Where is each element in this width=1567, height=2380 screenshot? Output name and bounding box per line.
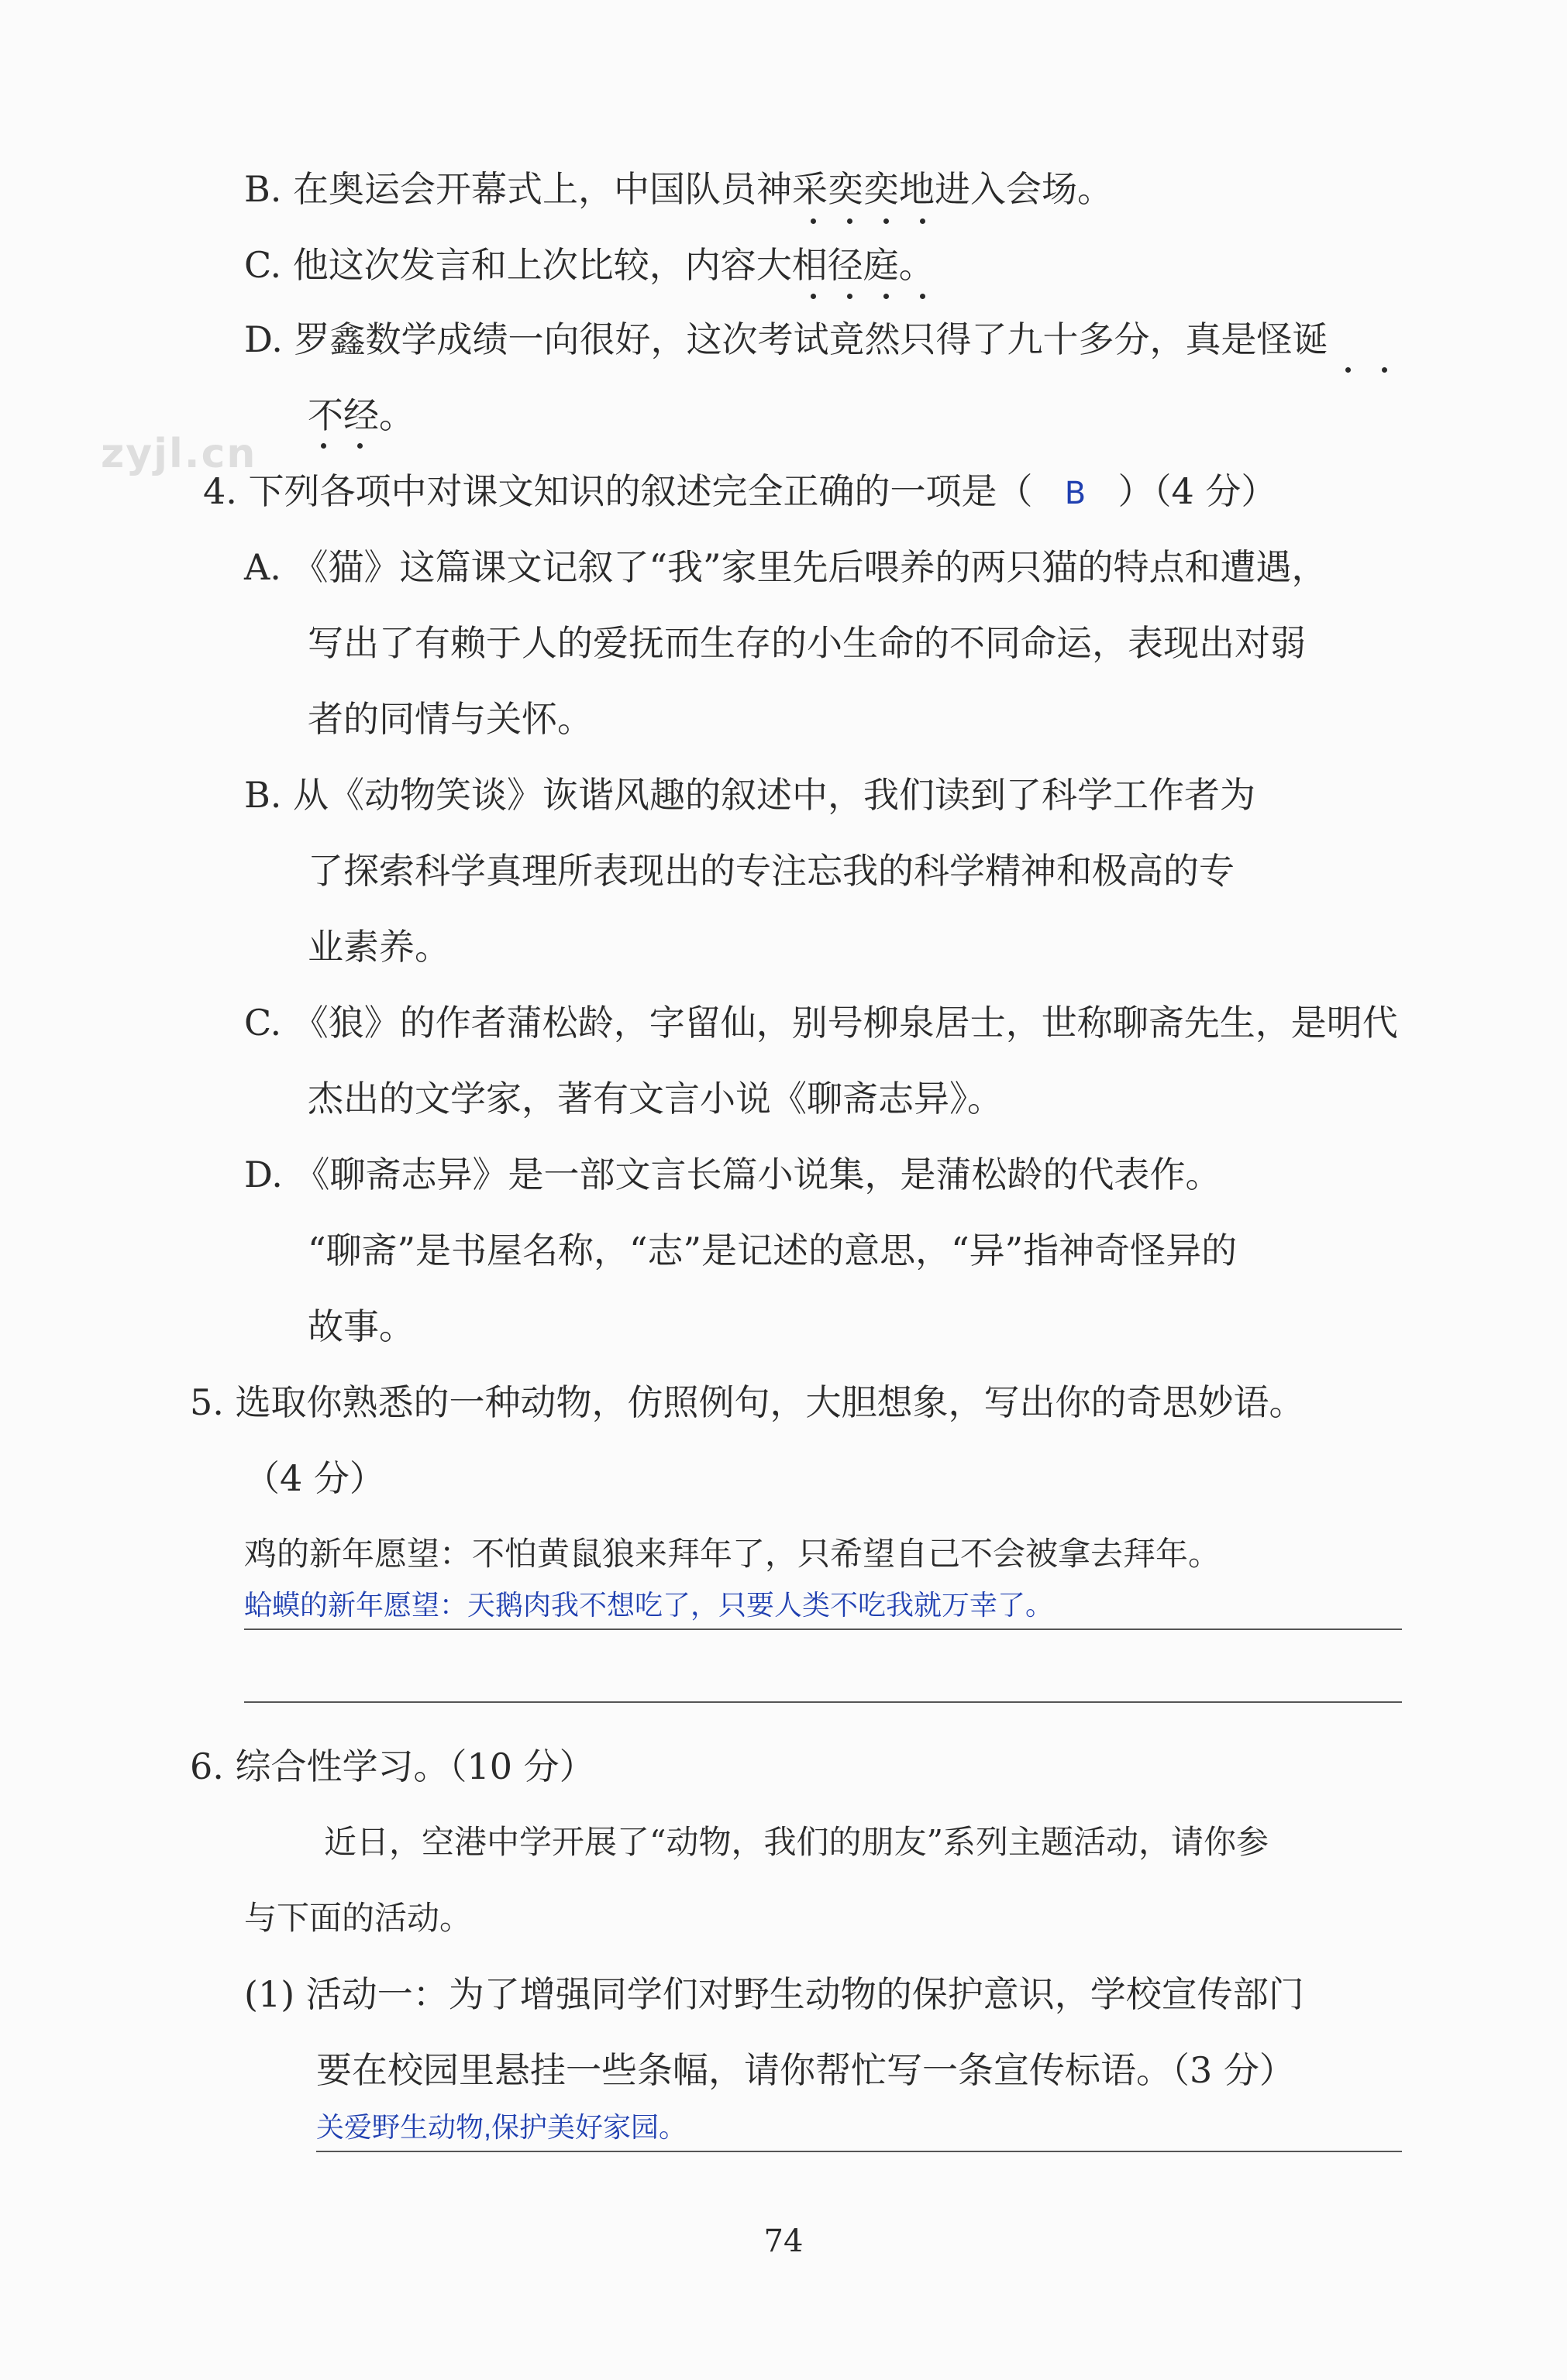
q4-option-a-line1: A. 《猫》这篇课文记叙了“我”家里先后喂养的两只猫的特点和遭遇， <box>244 546 1328 588</box>
q4-option-c-line1: C. 《狼》的作者蒲松龄，字留仙，别号柳泉居士，世称聊斋先生，是明代 <box>244 1002 1398 1044</box>
q3-option-d-line2: 不经。 <box>308 394 415 436</box>
q4-option-a-line3: 者的同情与关怀。 <box>308 698 593 740</box>
q3-option-d-line1: D. 罗鑫数学成绩一向很好，这次考试竟然只得了九十多分，真是怪诞 <box>244 318 1328 360</box>
q3-option-b: B. 在奥运会开幕式上，中国队员神采奕奕地进入会场。 <box>244 168 1114 210</box>
q6-stem: 6. 综合性学习。（10 分） <box>190 1745 595 1787</box>
q4-stem: 4. 下列各项中对课文知识的叙述完全正确的一项是（ B ）（4 分） <box>203 468 1276 517</box>
q4-option-b-line3: 业素养。 <box>308 926 450 968</box>
q3-option-c: C. 他这次发言和上次比较，内容大相径庭。 <box>244 244 935 286</box>
q6-activity1-answer-line <box>316 2151 1402 2152</box>
q6-intro-line1: 近日，空港中学开展了“动物，我们的朋友”系列主题活动，请你参 <box>324 1823 1269 1861</box>
q4-option-d-line3: 故事。 <box>308 1305 415 1347</box>
q5-stem: 5. 选取你熟悉的一种动物，仿照例句，大胆想象，写出你的奇思妙语。 <box>190 1381 1305 1423</box>
q4-option-b-line1: B. 从《动物笑谈》诙谐风趣的叙述中，我们读到了科学工作者为 <box>244 774 1256 816</box>
q6-activity1-handwritten-answer: 关爱野生动物,保护美好家园。 <box>316 2111 687 2143</box>
q5-answer-line-2 <box>244 1701 1402 1703</box>
page-number: 74 <box>763 2224 804 2259</box>
q6-intro-line2: 与下面的活动。 <box>244 1899 473 1937</box>
q4-option-d-line2: “聊斋”是书屋名称，“志”是记述的意思，“异”指神奇怪异的 <box>308 1230 1238 1271</box>
q4-option-d-line1: D. 《聊斋志异》是一部文言长篇小说集，是蒲松龄的代表作。 <box>244 1154 1221 1195</box>
q4-option-c-line2: 杰出的文学家，著有文言小说《聊斋志异》。 <box>308 1078 1003 1119</box>
q4-option-a-line2: 写出了有赖于人的爱抚而生存的小生命的不同命运，表现出对弱 <box>308 622 1306 664</box>
q5-example: 鸡的新年愿望：不怕黄鼠狼来拜年了，只希望自己不会被拿去拜年。 <box>244 1535 1221 1573</box>
q6-activity1-line2: 要在校园里悬挂一些条幅，请你帮忙写一条宣传标语。（3 分） <box>316 2049 1295 2091</box>
q5-points: （4 分） <box>244 1457 385 1499</box>
q4-option-b-line2: 了探索科学真理所表现出的专注忘我的科学精神和极高的专 <box>308 850 1235 892</box>
q6-activity1-line1: (1) 活动一：为了增强同学们对野生动物的保护意识，学校宣传部门 <box>244 1973 1304 2015</box>
q5-handwritten-answer: 蛤蟆的新年愿望：天鹅肉我不想吃了，只要人类不吃我就万幸了。 <box>244 1589 1054 1621</box>
q5-answer-line-1 <box>244 1629 1402 1630</box>
watermark: zyjl.cn <box>101 431 257 477</box>
q4-answer: B <box>1064 476 1087 511</box>
